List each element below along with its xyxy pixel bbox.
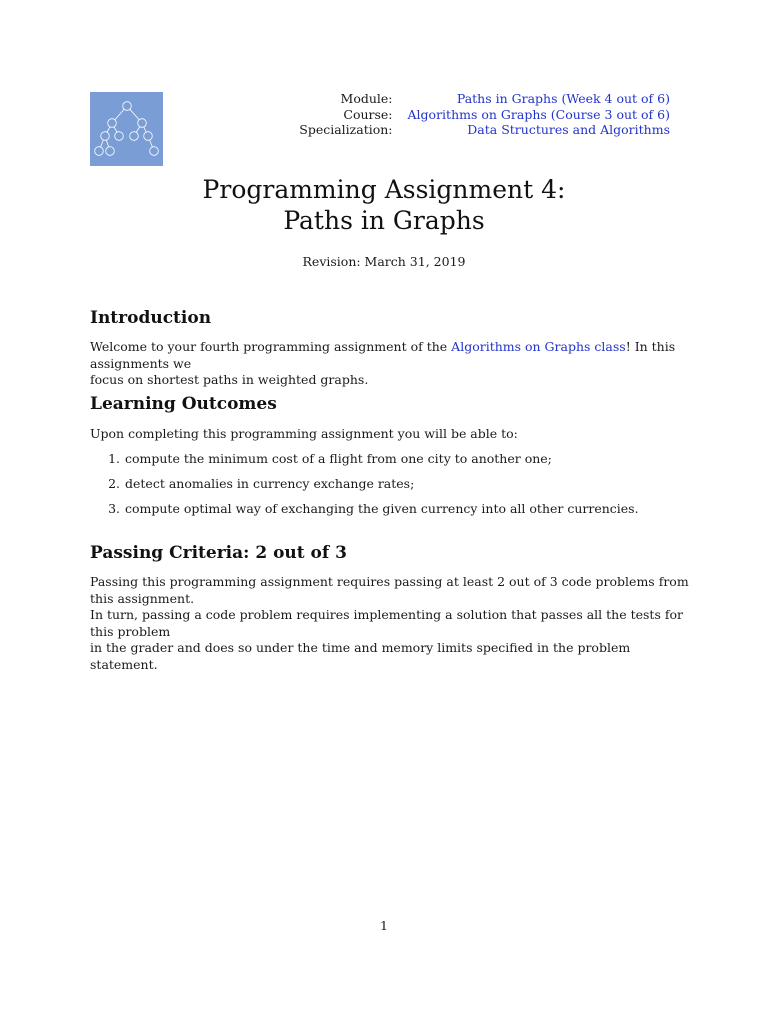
module-link[interactable]: Paths in Graphs (Week 4 out of 6) <box>456 91 670 106</box>
learning-outcomes-heading: Learning Outcomes <box>90 394 277 414</box>
meta-row-module <box>299 91 670 107</box>
list-number: 1. <box>108 451 120 466</box>
course-meta <box>299 91 670 138</box>
list-text: compute optimal way of exchanging the given currency into all other currencies. <box>125 501 639 516</box>
graph-tree-logo-icon <box>90 92 163 166</box>
intro-text-line2: focus on shortest paths in weighted graphs. <box>90 372 369 387</box>
passing-line-1: Passing this programming assignment requires passing at least 2 out of 3 code problems from this assignment. <box>90 574 689 606</box>
list-text: compute the minimum cost of a flight from one city to another one; <box>125 451 552 466</box>
passing-criteria-text <box>90 574 700 673</box>
learning-outcomes-lead: Upon completing this programming assignment you will be able to: <box>90 426 518 441</box>
meta-key: Course: <box>343 106 393 122</box>
list-number: 2. <box>108 476 120 491</box>
course-link[interactable]: Algorithms on Graphs (Course 3 out of 6) <box>407 106 670 122</box>
document-title <box>0 174 768 236</box>
list-number: 3. <box>108 501 120 516</box>
list-item <box>90 476 639 501</box>
passing-line-3: in the grader and does so under the time and memory limits specified in the problem statement. <box>90 640 631 672</box>
meta-row-specialization <box>299 122 670 138</box>
introduction-text <box>90 339 690 389</box>
intro-text-end: ! In this assignments we <box>90 339 676 371</box>
title-line-2: Paths in Graphs <box>283 206 485 235</box>
meta-key: Specialization: <box>299 122 393 137</box>
revision-date: Revision: March 31, 2019 <box>302 254 466 269</box>
list-text: detect anomalies in currency exchange rates; <box>125 476 415 491</box>
page-number: 1 <box>380 918 388 933</box>
passing-criteria-heading: Passing Criteria: 2 out of 3 <box>90 543 347 563</box>
meta-row-course <box>299 107 670 123</box>
introduction-heading: Introduction <box>90 308 212 328</box>
title-line-1: Programming Assignment 4: <box>202 175 566 204</box>
intro-text-start: Welcome to your fourth programming assignment of the <box>90 339 452 354</box>
meta-key: Module: <box>340 91 393 106</box>
specialization-link[interactable]: Data Structures and Algorithms <box>467 122 670 137</box>
list-item <box>90 451 639 476</box>
passing-line-2: In turn, passing a code problem requires implementing a solution that passes all the tests for this problem <box>90 607 683 639</box>
list-item <box>90 501 639 526</box>
class-link[interactable]: Algorithms on Graphs class <box>451 339 626 354</box>
outcomes-list <box>90 451 639 526</box>
